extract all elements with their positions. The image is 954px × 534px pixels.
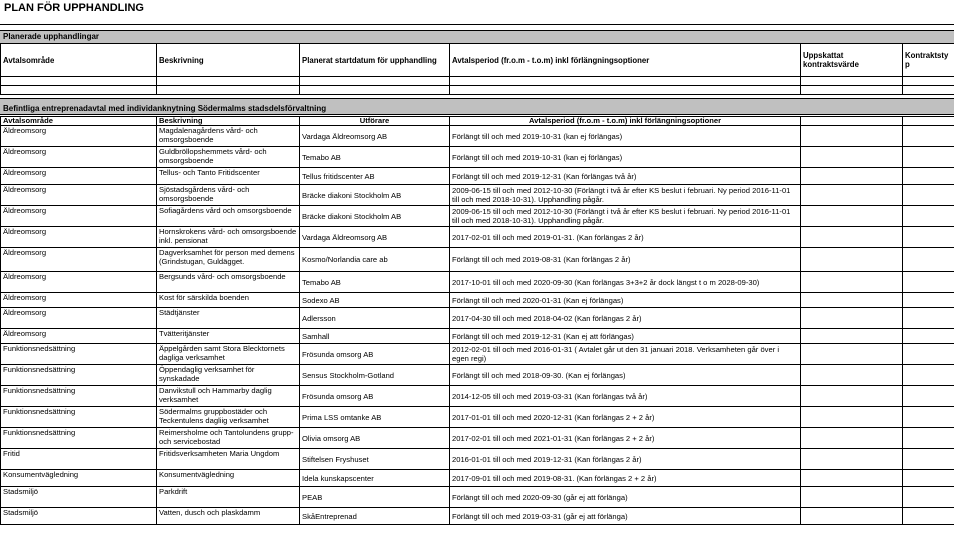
cell-empty: [801, 206, 903, 227]
cell-empty: [903, 227, 954, 248]
cell-avtalsomrade: Äldreomsorg: [1, 185, 157, 206]
table-row: [1, 185, 954, 206]
header-kontraktstyp: Kontraktstyp: [903, 44, 954, 77]
cell-avtalsomrade: Äldreomsorg: [1, 168, 157, 185]
cell-empty: [903, 248, 954, 272]
cell-avtalsomrade: Funktionsnedsättning: [1, 344, 157, 365]
cell-empty: [903, 407, 954, 428]
cell-empty: [801, 344, 903, 365]
cell-avtalsperiod: Förlängt till och med 2019-03-31 (går ej att förlänga): [450, 508, 801, 525]
header-beskrivning: Beskrivning: [157, 44, 300, 77]
planned-empty-row: [1, 86, 954, 95]
cell-avtalsperiod: 2017-02-01 till och med 2021-01-31 (Kan förlängas 2 + 2 år): [450, 428, 801, 449]
cell-avtalsomrade: Äldreomsorg: [1, 206, 157, 227]
cell-beskrivning: Guldbröllopshemmets vård- och omsorgsboende: [157, 147, 300, 168]
cell-empty: [801, 272, 903, 293]
cell-avtalsomrade: Fritid: [1, 449, 157, 470]
header-beskrivning: Beskrivning: [157, 117, 300, 126]
cell-empty: [801, 227, 903, 248]
header-startdatum: Planerat startdatum för upphandling: [300, 44, 450, 77]
cell-empty: [903, 386, 954, 407]
cell-empty: [903, 206, 954, 227]
cell-beskrivning: Parkdrift: [157, 487, 300, 508]
cell-avtalsperiod: 2017-02-01 till och med 2019-01-31. (Kan förlängas 2 år): [450, 227, 801, 248]
cell-avtalsperiod: Förlängt till och med 2018-09-30. (Kan ej förlängas): [450, 365, 801, 386]
cell-avtalsomrade: Äldreomsorg: [1, 272, 157, 293]
table-row: [1, 168, 954, 185]
cell-beskrivning: Fritidsverksamheten Maria Ungdom: [157, 449, 300, 470]
cell-utforare: Temabo AB: [300, 147, 450, 168]
cell-empty: [903, 344, 954, 365]
cell-empty: [801, 386, 903, 407]
cell-avtalsomrade: Äldreomsorg: [1, 147, 157, 168]
table-row: [1, 470, 954, 487]
header-avtalsperiod: Avtalsperiod (fr.o.m - t.o.m) inkl förlängningsoptioner: [450, 44, 801, 77]
table-row: [1, 407, 954, 428]
cell-avtalsomrade: Äldreomsorg: [1, 308, 157, 329]
cell-empty: [903, 508, 954, 525]
cell-empty: [801, 168, 903, 185]
cell-utforare: Bräcke diakoni Stockholm AB: [300, 206, 450, 227]
cell-empty: [801, 248, 903, 272]
cell-beskrivning: Danvikstull och Hammarby daglig verksamhet: [157, 386, 300, 407]
table-row: [1, 508, 954, 525]
cell-avtalsperiod: Förlängt till och med 2019-10-31 (kan ej förlängas): [450, 147, 801, 168]
table-row: [1, 487, 954, 508]
cell-empty: [801, 508, 903, 525]
cell-empty: [903, 428, 954, 449]
cell-utforare: Sensus Stockholm-Gotland: [300, 365, 450, 386]
cell-utforare: Stiftelsen Fryshuset: [300, 449, 450, 470]
cell-beskrivning: Magdalenagårdens vård- och omsorgsboende: [157, 126, 300, 147]
cell-utforare: Tellus fritidscenter AB: [300, 168, 450, 185]
cell-utforare: Vardaga Äldreomsorg AB: [300, 126, 450, 147]
cell-avtalsperiod: Förlängt till och med 2020-01-31 (Kan ej förlängas): [450, 293, 801, 308]
cell-avtalsomrade: Funktionsnedsättning: [1, 428, 157, 449]
cell-avtalsperiod: 2017-09-01 till och med 2019-08-31. (Kan förlängas 2 + 2 år): [450, 470, 801, 487]
table-row: [1, 344, 954, 365]
cell-avtalsperiod: 2009-06-15 till och med 2012-10-30 (Förlängt i två år efter KS beslut i februari. Ny period 2016-11-01 till och med 2018-10-31). Upphandling pågår.: [450, 185, 801, 206]
header-kontraktsvarde: Uppskattat kontraktsvärde: [801, 44, 903, 77]
cell-empty: [801, 428, 903, 449]
existing-table-body: [1, 126, 954, 525]
header-avtalsomrade: Avtalsområde: [1, 44, 157, 77]
cell-avtalsomrade: Stadsmiljö: [1, 508, 157, 525]
cell-avtalsperiod: 2012-02-01 till och med 2016-01-31 ( Avtalet går ut den 31 januari 2018. Verksamheten går över i egen regi): [450, 344, 801, 365]
cell-empty: [801, 470, 903, 487]
cell-empty: [903, 185, 954, 206]
cell-empty: [903, 449, 954, 470]
table-row: [1, 329, 954, 344]
table-row: [1, 248, 954, 272]
cell-beskrivning: Vatten, dusch och plaskdamm: [157, 508, 300, 525]
cell-beskrivning: Hornskrokens vård- och omsorgsboende inkl. pensionat: [157, 227, 300, 248]
cell-avtalsomrade: Äldreomsorg: [1, 293, 157, 308]
planned-header-row: [1, 44, 954, 77]
cell-utforare: Vardaga Äldreomsorg AB: [300, 227, 450, 248]
cell-avtalsperiod: 2016-01-01 till och med 2019-12-31 (Kan förlängas 2 år): [450, 449, 801, 470]
cell-utforare: Prima LSS omtanke AB: [300, 407, 450, 428]
page-title: PLAN FÖR UPPHANDLING: [0, 0, 954, 25]
cell-avtalsperiod: 2017-01-01 till och med 2020-12-31 (Kan förlängas 2 + 2 år): [450, 407, 801, 428]
cell-utforare: Bräcke diakoni Stockholm AB: [300, 185, 450, 206]
cell-beskrivning: Södermalms gruppbostäder och Teckentulens dagliig verksamhet: [157, 407, 300, 428]
table-row: [1, 386, 954, 407]
cell-avtalsomrade: Äldreomsorg: [1, 329, 157, 344]
cell-empty: [801, 407, 903, 428]
cell-avtalsomrade: Funktionsnedsättning: [1, 386, 157, 407]
cell-empty: [903, 168, 954, 185]
table-row: [1, 272, 954, 293]
cell-beskrivning: Äppelgården samt Stora Blecktornets dagliga verksamhet: [157, 344, 300, 365]
cell-utforare: Idela kunskapscenter: [300, 470, 450, 487]
cell-beskrivning: Kost för särskilda boenden: [157, 293, 300, 308]
table-row: [1, 147, 954, 168]
cell-avtalsomrade: Funktionsnedsättning: [1, 365, 157, 386]
cell-empty: [801, 185, 903, 206]
cell-utforare: Adlersson: [300, 308, 450, 329]
existing-header-row: [1, 117, 954, 126]
table-row: [1, 227, 954, 248]
cell-avtalsperiod: Förlängt till och med 2020-09-30 (går ej att förlänga): [450, 487, 801, 508]
cell-utforare: Frösunda omsorg AB: [300, 386, 450, 407]
planned-empty-row: [1, 77, 954, 86]
cell-avtalsperiod: 2017-10-01 till och med 2020-09-30 (Kan förlängas 3+3+2 år dock längst t o m 2028-09-30): [450, 272, 801, 293]
cell-empty: [903, 308, 954, 329]
cell-utforare: PEAB: [300, 487, 450, 508]
cell-avtalsomrade: Funktionsnedsättning: [1, 407, 157, 428]
cell-avtalsperiod: Förlängt till och med 2019-12-31 (Kan ej att förlängas): [450, 329, 801, 344]
cell-avtalsperiod: 2017-04-30 till och med 2018-04-02 (Kan förlängas 2 år): [450, 308, 801, 329]
cell-utforare: Temabo AB: [300, 272, 450, 293]
table-row: [1, 293, 954, 308]
cell-empty: [801, 365, 903, 386]
cell-beskrivning: Bergsunds vård- och omsorgsboende: [157, 272, 300, 293]
cell-beskrivning: Dagverksamhet för person med demens (Grindstugan, Guldägget.: [157, 248, 300, 272]
cell-beskrivning: Tvätteritjänster: [157, 329, 300, 344]
planned-table: [0, 43, 954, 95]
cell-empty: [903, 126, 954, 147]
cell-empty: [903, 272, 954, 293]
cell-utforare: Kosmo/Norlandia care ab: [300, 248, 450, 272]
existing-contracts-table: [0, 116, 954, 525]
cell-beskrivning: Öppendaglig verksamhet för synskadade: [157, 365, 300, 386]
table-row: [1, 308, 954, 329]
table-row: [1, 206, 954, 227]
cell-utforare: SkåEntreprenad: [300, 508, 450, 525]
cell-avtalsperiod: 2009-06-15 till och med 2012-10-30 (Förlängt i två år efter KS beslut i februari. Ny period 2016-11-01 till och med 2018-10-31). Upphandling pågår.: [450, 206, 801, 227]
cell-beskrivning: Sjöstadsgårdens vård- och omsorgsboende: [157, 185, 300, 206]
cell-empty: [903, 329, 954, 344]
cell-empty: [801, 329, 903, 344]
cell-utforare: Olivia omsorg AB: [300, 428, 450, 449]
existing-section-title: Befintliga entreprenadavtal med individanknytning Södermalms stadsdelsförvaltning: [0, 98, 954, 115]
cell-empty: [903, 470, 954, 487]
cell-utforare: Sodexo AB: [300, 293, 450, 308]
cell-empty: [801, 449, 903, 470]
cell-empty: [801, 308, 903, 329]
header-utforare: Utförare: [300, 117, 450, 126]
cell-avtalsomrade: Äldreomsorg: [1, 227, 157, 248]
header-avtalsomrade: Avtalsområde: [1, 117, 157, 126]
cell-avtalsomrade: Äldreomsorg: [1, 126, 157, 147]
cell-beskrivning: Reimersholme och Tantolundens grupp- och servicebostad: [157, 428, 300, 449]
cell-empty: [903, 147, 954, 168]
table-row: [1, 428, 954, 449]
table-row: [1, 126, 954, 147]
cell-empty: [903, 293, 954, 308]
cell-avtalsperiod: Förlängt till och med 2019-10-31 (kan ej förlängas): [450, 126, 801, 147]
cell-beskrivning: Tellus- och Tanto Fritidscenter: [157, 168, 300, 185]
cell-avtalsperiod: Förlängt till och med 2019-12-31 (Kan förlängas två år): [450, 168, 801, 185]
cell-empty: [801, 487, 903, 508]
cell-empty: [903, 365, 954, 386]
cell-avtalsperiod: 2014-12-05 till och med 2019-03-31 (Kan förlängas två år): [450, 386, 801, 407]
planned-section-title: Planerade upphandlingar: [0, 30, 954, 44]
cell-utforare: Frösunda omsorg AB: [300, 344, 450, 365]
cell-avtalsperiod: Förlängt till och med 2019-08-31 (Kan förlängas 2 år): [450, 248, 801, 272]
cell-avtalsomrade: Stadsmiljö: [1, 487, 157, 508]
cell-empty: [903, 487, 954, 508]
cell-beskrivning: Sofiagårdens vård och omsorgsboende: [157, 206, 300, 227]
header-avtalsperiod: Avtalsperiod (fr.o.m - t.o.m) inkl förlängningsoptioner: [450, 117, 801, 126]
cell-avtalsomrade: Konsumentvägledning: [1, 470, 157, 487]
cell-avtalsomrade: Äldreomsorg: [1, 248, 157, 272]
cell-empty: [801, 293, 903, 308]
table-row: [1, 449, 954, 470]
cell-beskrivning: Städtjänster: [157, 308, 300, 329]
cell-empty: [801, 147, 903, 168]
cell-beskrivning: Konsumentvägledning: [157, 470, 300, 487]
cell-utforare: Samhall: [300, 329, 450, 344]
table-row: [1, 365, 954, 386]
cell-empty: [801, 126, 903, 147]
